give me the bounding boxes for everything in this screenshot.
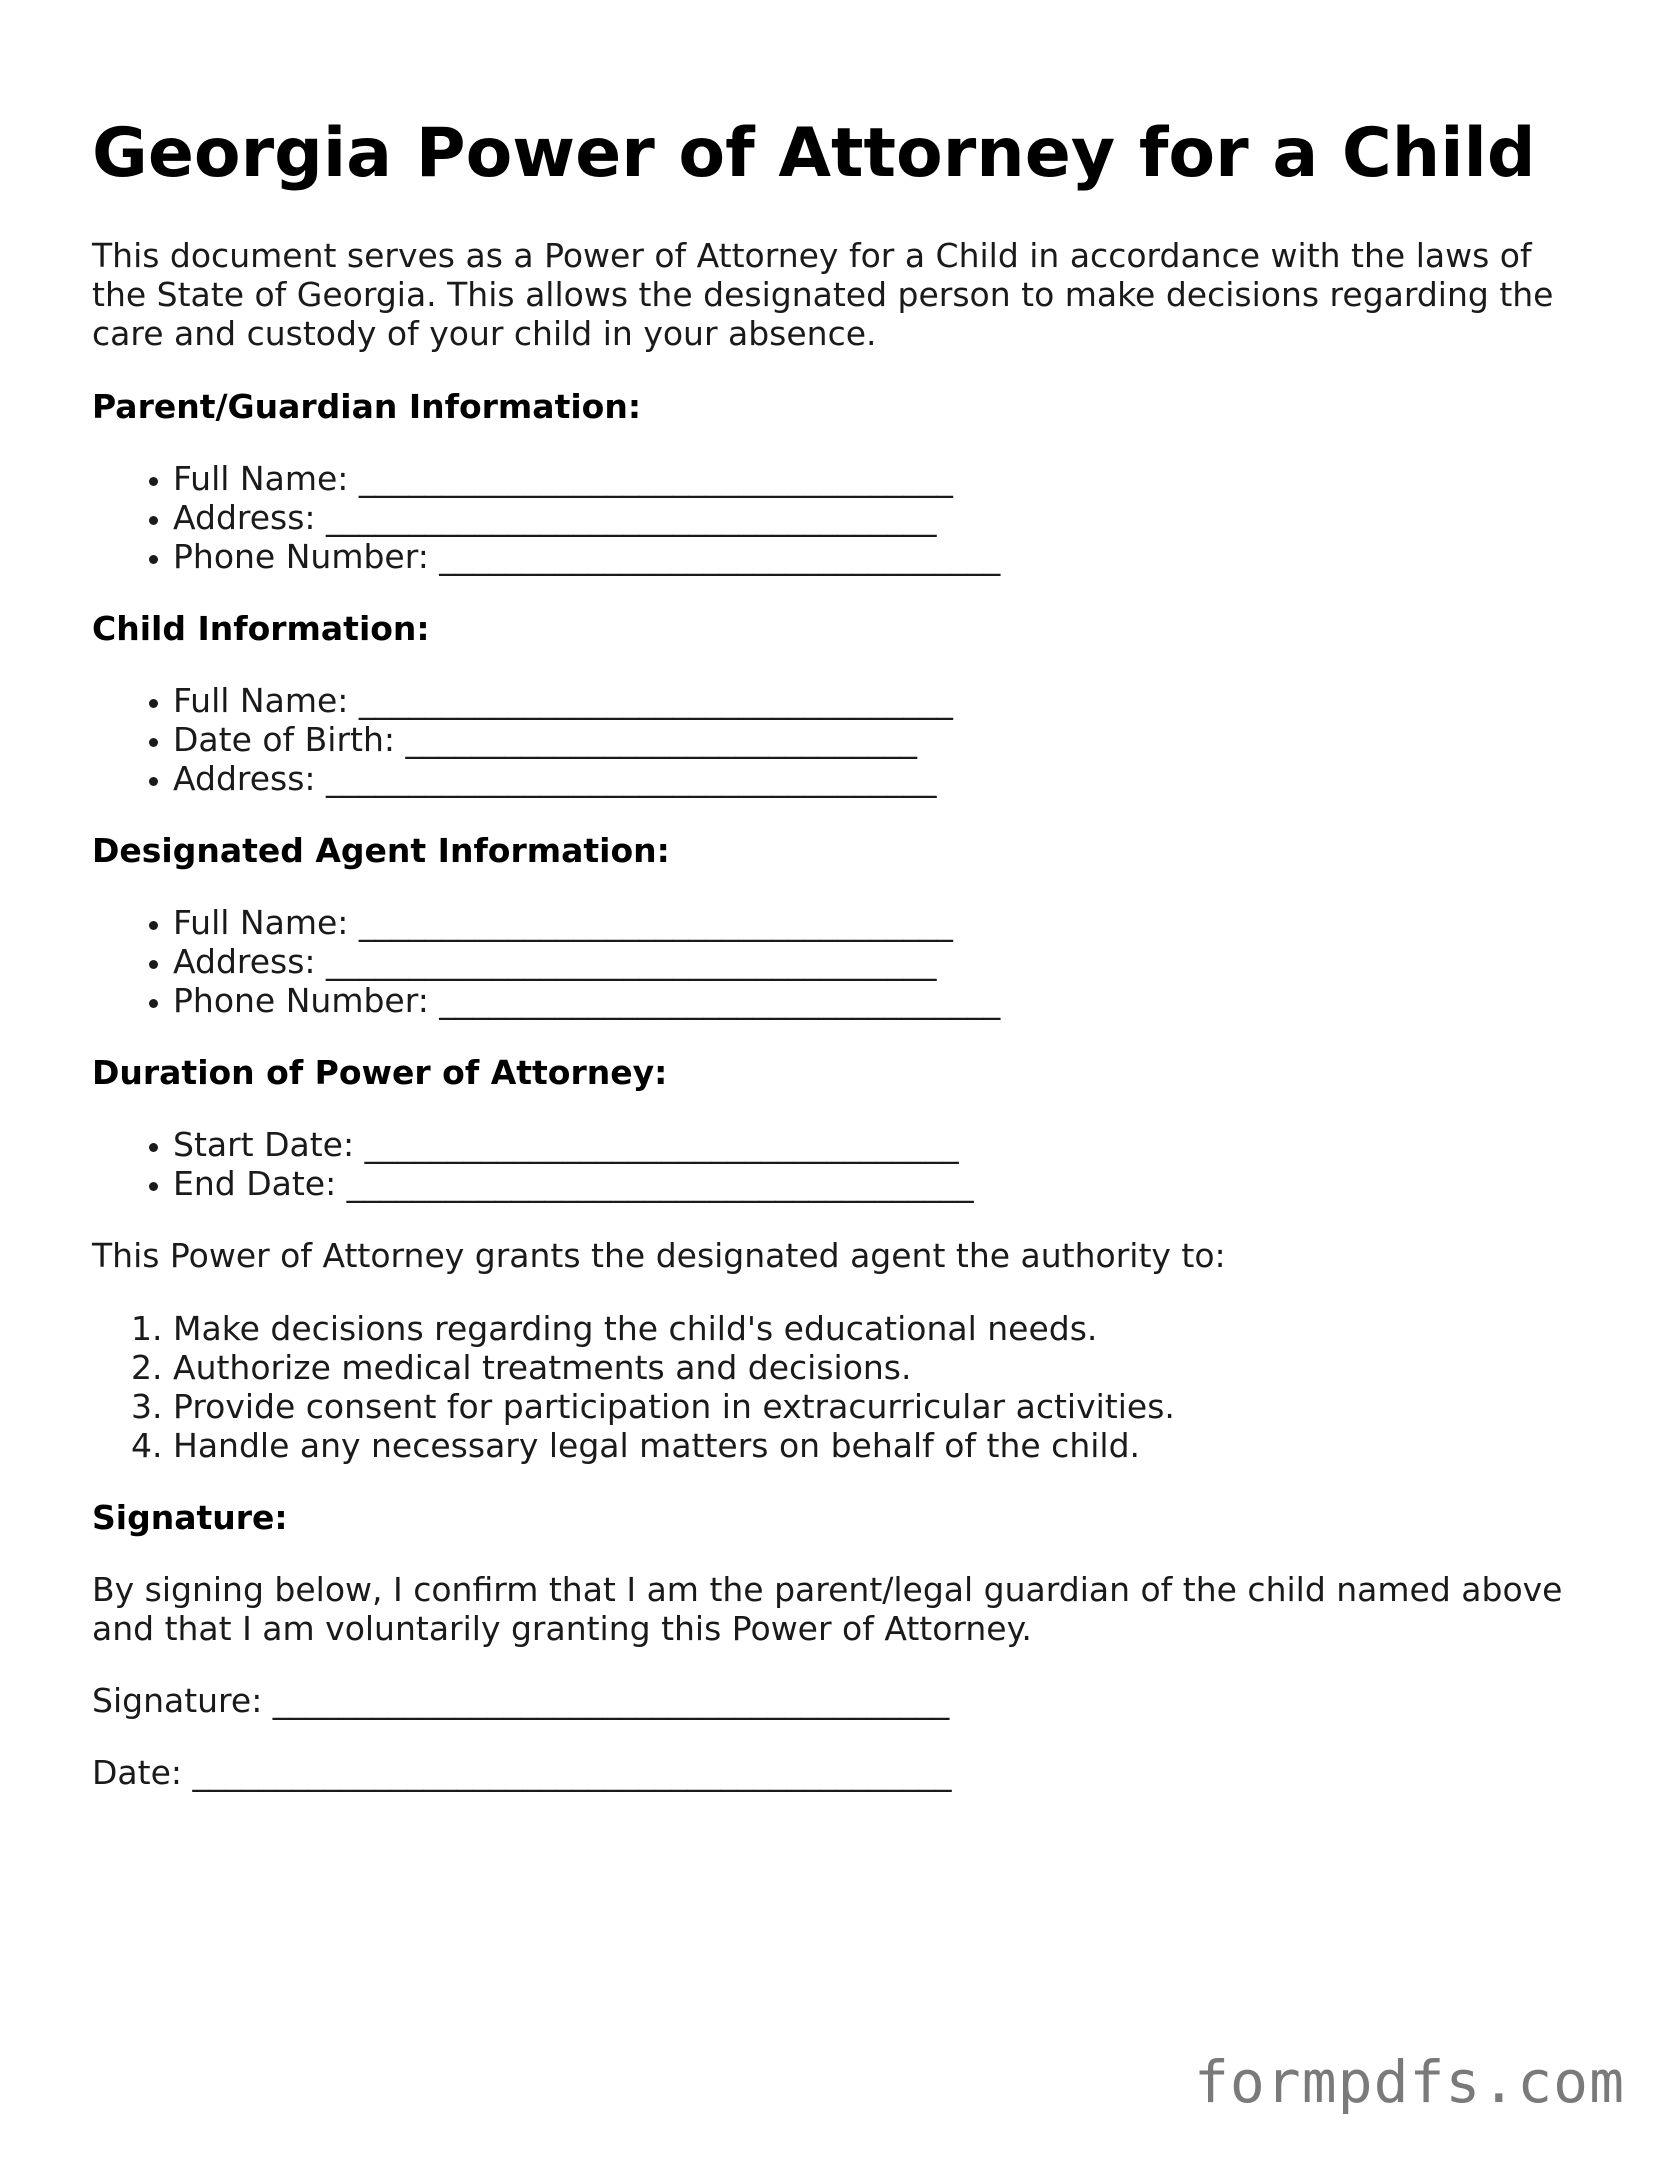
parent-phone-field[interactable]: • Phone Number: __________________________________ (173, 537, 1592, 576)
parent-guardian-heading: Parent/Guardian Information: (92, 387, 642, 426)
authority-item: 3. Provide consent for participation in extracurricular activities. (173, 1387, 1592, 1426)
end-date-field[interactable]: • End Date: ______________________________________ (173, 1164, 1592, 1203)
authority-item: 1. Make decisions regarding the child's educational needs. (173, 1309, 1592, 1348)
child-dob-field[interactable]: • Date of Birth: _______________________________ (173, 720, 1592, 759)
grant-intro: This Power of Attorney grants the designated agent the authority to: (92, 1236, 1226, 1275)
authority-item: 4. Handle any necessary legal matters on behalf of the child. (173, 1426, 1592, 1465)
date-field[interactable]: Date: ______________________________________________ (92, 1753, 952, 1792)
authority-list (92, 1309, 1592, 1465)
authority-item: 2. Authorize medical treatments and decisions. (173, 1348, 1592, 1387)
watermark: formpdfs.com (1193, 2048, 1625, 2116)
agent-phone-field[interactable]: • Phone Number: __________________________________ (173, 981, 1592, 1020)
document-page (92, 112, 1592, 1825)
duration-list (92, 1125, 1592, 1203)
parent-full-name-field[interactable]: • Full Name: ____________________________________ (173, 459, 1592, 498)
child-info-list (92, 681, 1592, 798)
child-full-name-field[interactable]: • Full Name: ____________________________________ (173, 681, 1592, 720)
parent-address-field[interactable]: • Address: _____________________________________ (173, 498, 1592, 537)
agent-info-list (92, 903, 1592, 1020)
agent-info-heading: Designated Agent Information: (92, 831, 670, 870)
signature-field[interactable]: Signature: _________________________________________ (92, 1681, 950, 1720)
signature-confirmation: By signing below, I confirm that I am the parent/legal guardian of the child named above and that I am voluntarily granting this Power of Attorney. (92, 1570, 1563, 1648)
parent-guardian-list (92, 459, 1592, 576)
signature-heading: Signature: (92, 1498, 288, 1537)
start-date-field[interactable]: • Start Date: ____________________________________ (173, 1125, 1592, 1164)
child-address-field[interactable]: • Address: _____________________________________ (173, 759, 1592, 798)
agent-address-field[interactable]: • Address: _____________________________________ (173, 942, 1592, 981)
agent-full-name-field[interactable]: • Full Name: ____________________________________ (173, 903, 1592, 942)
document-title: Georgia Power of Attorney for a Child (92, 114, 1536, 193)
duration-heading: Duration of Power of Attorney: (92, 1053, 668, 1092)
child-info-heading: Child Information: (92, 609, 430, 648)
intro-paragraph: This document serves as a Power of Attorney for a Child in accordance with the laws of the State of Georgia. This allows the designated person to make decisions regarding the care and custody of your child in your absence. (92, 236, 1554, 353)
